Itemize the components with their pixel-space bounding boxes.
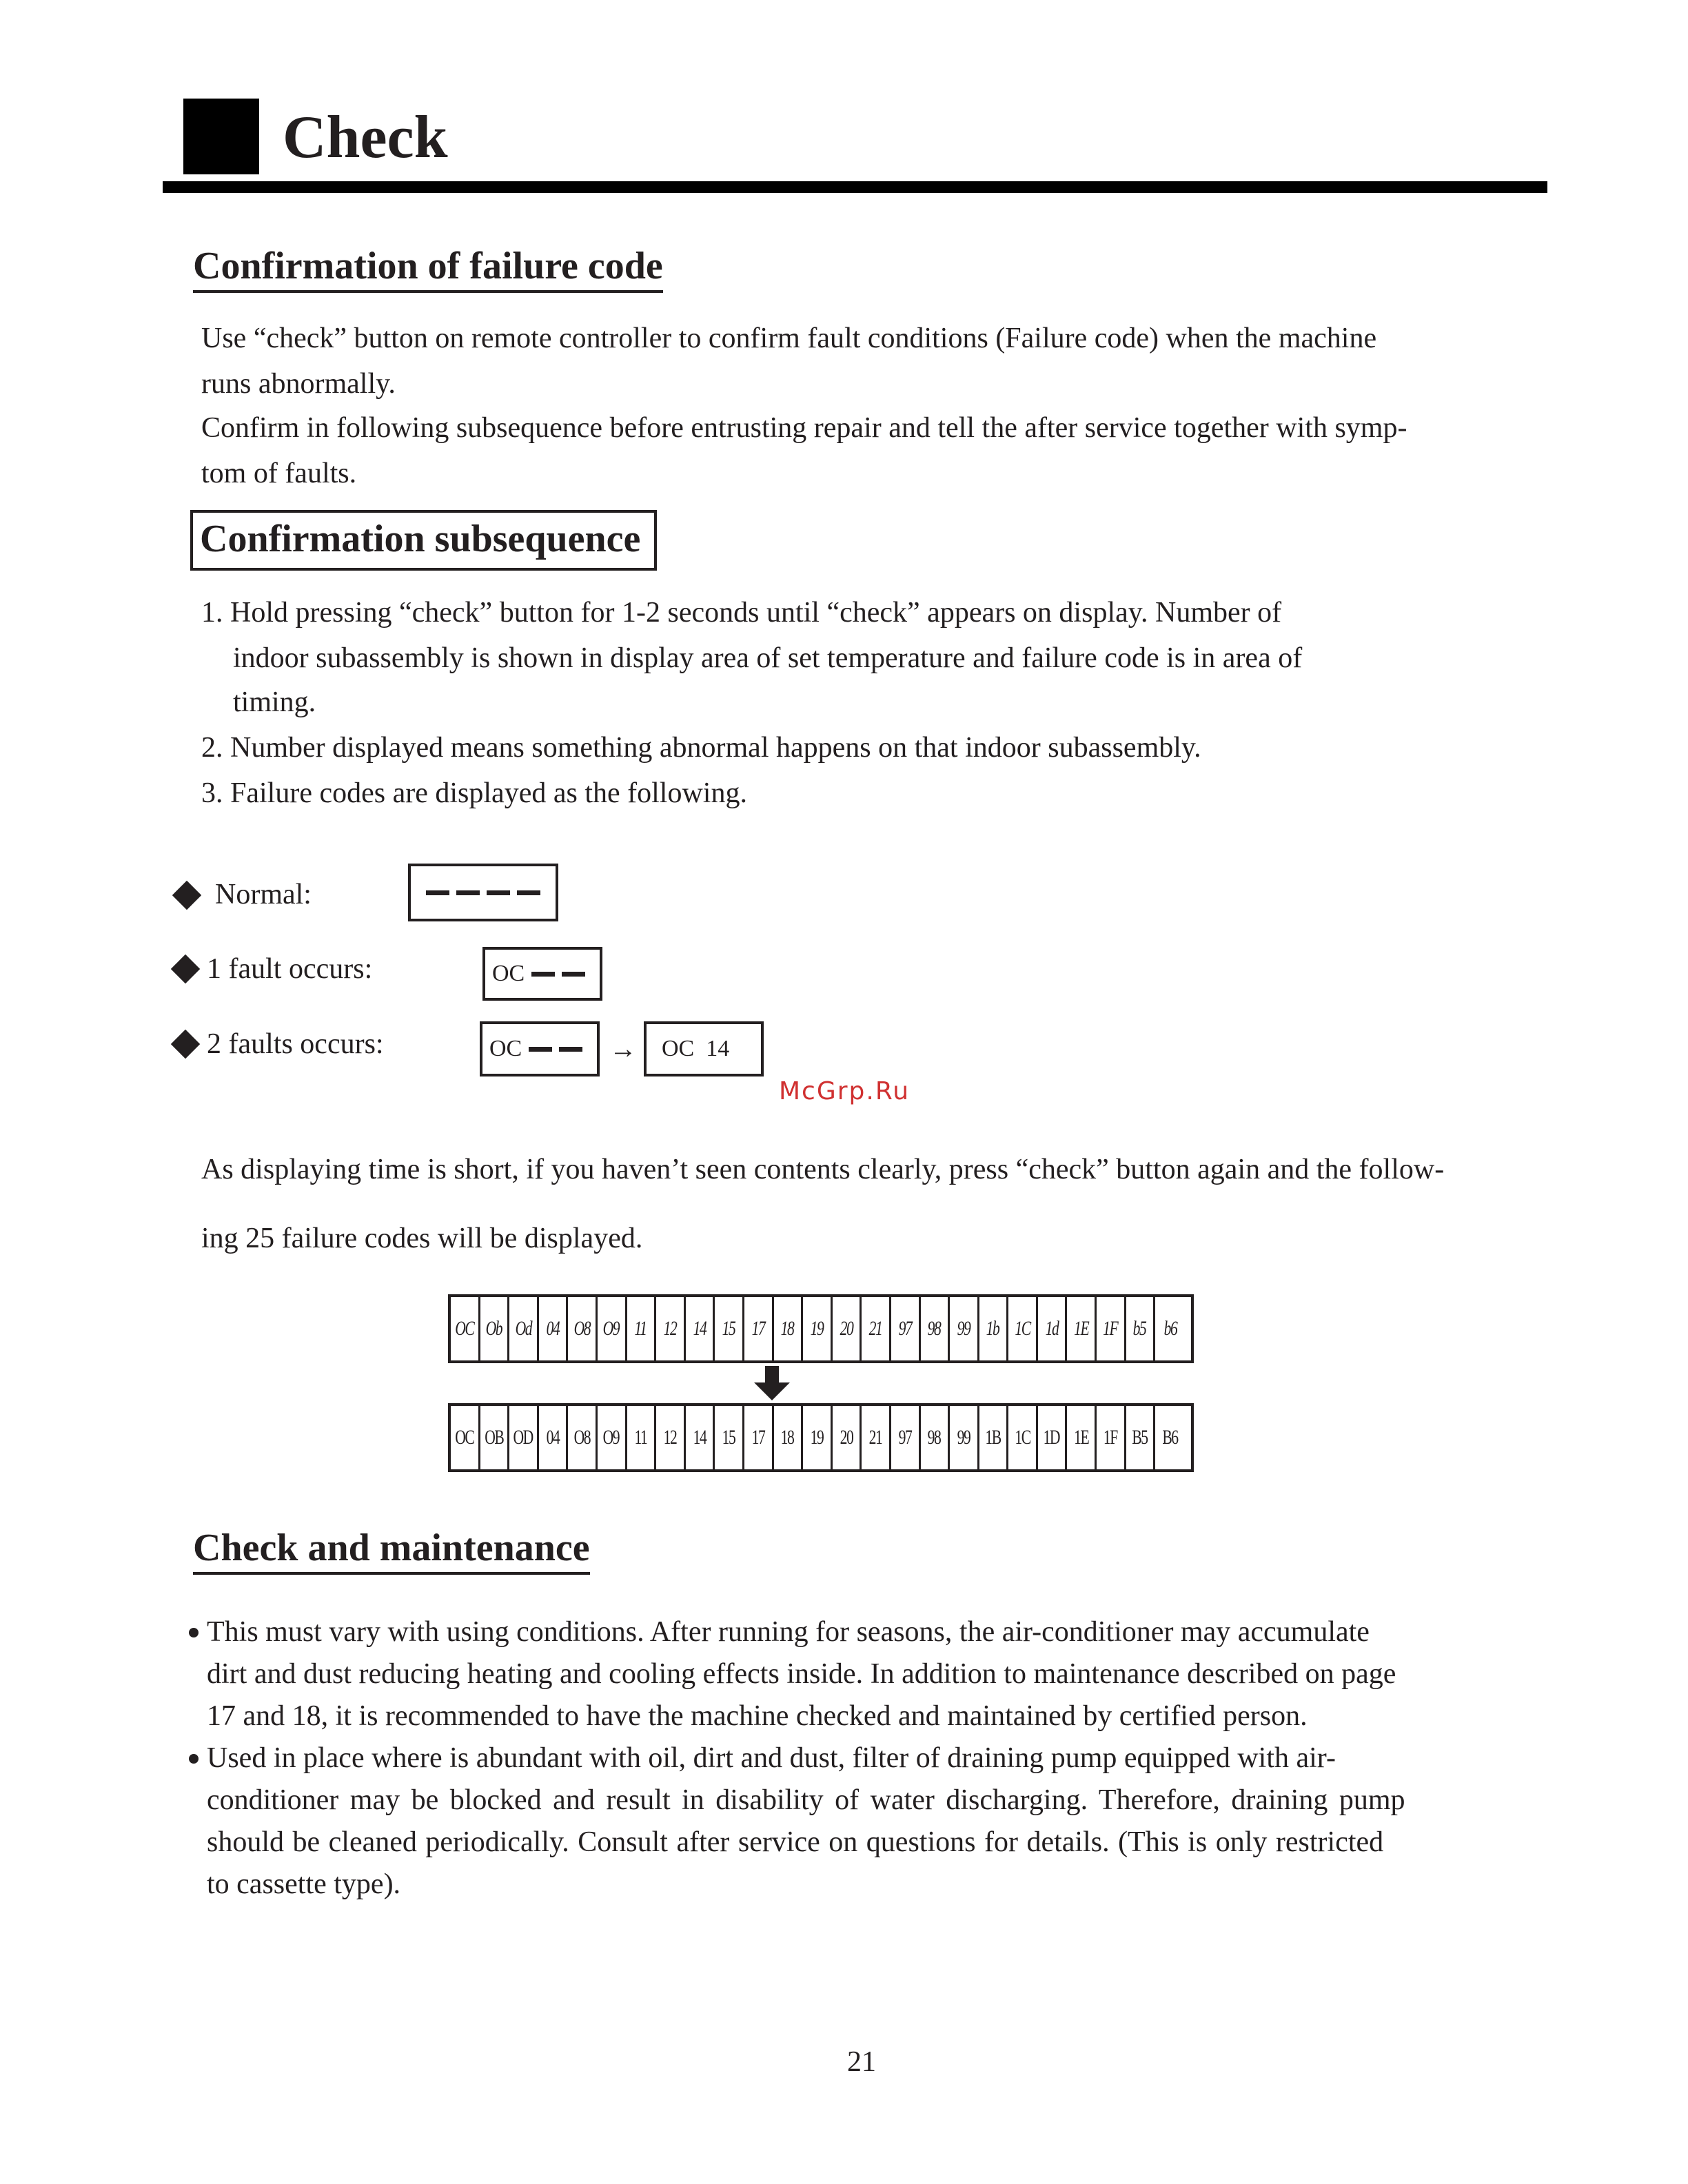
failure-code-text: 1E <box>1073 1317 1088 1340</box>
header-rule <box>163 181 1547 193</box>
failure-code-cell <box>979 1406 1009 1469</box>
failure-code-text: Od <box>515 1317 531 1340</box>
failure-code-text: 21 <box>868 1317 882 1340</box>
failure-code-text: O9 <box>602 1317 620 1340</box>
failure-code-text: 1F <box>1103 1317 1118 1340</box>
failure-code-cell <box>862 1297 891 1360</box>
failure-code-cell <box>509 1406 539 1469</box>
failure-code-text: 97 <box>898 1426 912 1449</box>
bullet-dot-icon <box>189 1754 199 1764</box>
failure-code-cell <box>950 1406 979 1469</box>
failure-code-cell <box>1097 1297 1126 1360</box>
failure-code-text: 18 <box>780 1426 794 1449</box>
step-line: 3. Failure codes are displayed as the following. <box>201 777 747 809</box>
failure-code-cell <box>744 1406 774 1469</box>
dash-icon <box>559 1047 582 1052</box>
failure-code-cell <box>539 1297 569 1360</box>
failure-code-text: 99 <box>957 1317 970 1340</box>
failure-code-text: 1D <box>1043 1426 1060 1449</box>
maintenance-line: conditioner may be blocked and result in disability of water discharging. Therefore, draining pump <box>207 1784 1405 1816</box>
failure-code-cell <box>715 1297 744 1360</box>
intro-line: Confirm in following subsequence before entrusting repair and tell the after service together with symp- <box>201 412 1407 444</box>
two-faults-display-box-first <box>480 1021 600 1076</box>
step-line: indoor subassembly is shown in display area of set temperature and failure code is in area of <box>233 642 1303 674</box>
failure-code-cell <box>1097 1406 1126 1469</box>
diamond-bullet-icon <box>171 1030 200 1059</box>
failure-code-cell <box>568 1297 598 1360</box>
header-block-icon <box>183 99 259 174</box>
dash-icon <box>517 890 540 895</box>
dash-icon <box>426 890 449 895</box>
bullet-dot-icon <box>189 1628 199 1637</box>
maintenance-line: dirt and dust reducing heating and cooling effects inside. In addition to maintenance described on page <box>207 1658 1396 1690</box>
failure-code-text: 20 <box>840 1426 853 1449</box>
failure-code-text: 20 <box>840 1317 853 1340</box>
failure-code-text: OC <box>455 1317 474 1340</box>
failure-code-cell <box>1155 1297 1185 1360</box>
failure-code-text: 17 <box>751 1426 765 1449</box>
failure-code-cell <box>1155 1406 1185 1469</box>
failure-code-text: 04 <box>546 1317 559 1340</box>
page-title: Check <box>283 104 448 171</box>
fault-code: OC <box>489 1036 522 1061</box>
failure-code-text: 98 <box>927 1317 941 1340</box>
failure-code-cell <box>715 1406 744 1469</box>
one-fault-label: 1 fault occurs: <box>207 953 373 985</box>
intro-line: Use “check” button on remote controller to confirm fault conditions (Failure code) when the machine <box>201 323 1377 354</box>
failure-code-text: 12 <box>663 1426 677 1449</box>
failure-code-text: 17 <box>751 1317 765 1340</box>
step-line: 1. Hold pressing “check” button for 1-2 seconds until “check” appears on display. Number of <box>201 597 1282 629</box>
failure-code-cell <box>598 1406 627 1469</box>
diamond-bullet-icon <box>172 881 201 910</box>
failure-code-cell <box>1126 1297 1156 1360</box>
failure-code-cell <box>774 1406 804 1469</box>
normal-label: Normal: <box>215 879 312 910</box>
failure-code-cell <box>627 1406 657 1469</box>
section-heading-confirmation-subsequence: Confirmation subsequence <box>190 510 657 571</box>
two-faults-display-box-second <box>644 1021 764 1076</box>
dash-icon <box>456 890 480 895</box>
maintenance-line: to cassette type). <box>207 1868 401 1900</box>
failure-code-cell <box>1008 1406 1038 1469</box>
maintenance-line: should be cleaned periodically. Consult after service on questions for details. (This is only restricted <box>207 1826 1384 1858</box>
failure-code-text: 99 <box>957 1426 970 1449</box>
failure-code-cell <box>568 1406 598 1469</box>
failure-code-text: B5 <box>1132 1426 1148 1449</box>
dash-icon <box>529 1047 552 1052</box>
dash-icon <box>487 890 510 895</box>
failure-code-text: OD <box>513 1426 533 1449</box>
failure-code-text: O8 <box>573 1426 590 1449</box>
failure-code-text: b5 <box>1133 1317 1146 1340</box>
step-line: 2. Number displayed means something abnormal happens on that indoor subassembly. <box>201 732 1201 764</box>
failure-code-cell <box>950 1297 979 1360</box>
failure-code-cell <box>979 1297 1009 1360</box>
failure-code-cell <box>891 1406 921 1469</box>
failure-code-text: O8 <box>573 1317 590 1340</box>
failure-code-text: OB <box>484 1426 503 1449</box>
failure-code-cell <box>598 1297 627 1360</box>
failure-code-text: 1b <box>986 1317 999 1340</box>
failure-code-cell <box>744 1297 774 1360</box>
failure-code-text: 11 <box>634 1426 647 1449</box>
failure-code-text: Ob <box>485 1317 502 1340</box>
meaning-codes-row <box>448 1403 1194 1472</box>
failure-code-cell <box>921 1297 950 1360</box>
failure-code-cell <box>833 1406 862 1469</box>
failure-code-text: 15 <box>722 1426 735 1449</box>
failure-code-cell <box>686 1297 715 1360</box>
failure-code-text: 18 <box>780 1317 794 1340</box>
display-note-line: As displaying time is short, if you haven’t seen contents clearly, press “check” button again and the follow- <box>201 1154 1445 1185</box>
maintenance-line: 17 and 18, it is recommended to have the machine checked and maintained by certified person. <box>207 1700 1308 1732</box>
down-arrow-icon <box>754 1366 790 1400</box>
failure-code-text: 21 <box>868 1426 882 1449</box>
failure-code-cell <box>1067 1297 1097 1360</box>
failure-code-cell <box>803 1406 833 1469</box>
failure-code-cell <box>656 1406 686 1469</box>
failure-code-cell <box>686 1406 715 1469</box>
intro-line: tom of faults. <box>201 458 357 489</box>
step-line: timing. <box>233 686 316 718</box>
failure-code-cell <box>656 1297 686 1360</box>
failure-code-cell <box>921 1406 950 1469</box>
arrow-right-icon: → <box>609 1033 637 1064</box>
failure-code-cell <box>1067 1406 1097 1469</box>
failure-code-text: 04 <box>546 1426 559 1449</box>
display-note-line: ing 25 failure codes will be displayed. <box>201 1223 643 1254</box>
fault-code: OC 14 <box>662 1036 730 1061</box>
failure-code-text: 1B <box>985 1426 1001 1449</box>
section-heading-check-and-maintenance: Check and maintenance <box>193 1523 590 1573</box>
failure-code-cell <box>451 1297 480 1360</box>
maintenance-line: Used in place where is abundant with oil, dirt and dust, filter of draining pump equipped with air- <box>207 1742 1336 1774</box>
page-number: 21 <box>847 2046 876 2078</box>
intro-line: runs abnormally. <box>201 368 396 400</box>
failure-code-text: 1C <box>1014 1317 1030 1340</box>
dash-icon <box>562 972 585 977</box>
failure-code-text: 1d <box>1045 1317 1059 1340</box>
failure-code-text: B6 <box>1162 1426 1178 1449</box>
failure-code-text: 14 <box>693 1317 706 1340</box>
failure-code-cell <box>480 1406 510 1469</box>
failure-code-cell <box>833 1297 862 1360</box>
failure-code-text: 15 <box>722 1317 735 1340</box>
failure-code-cell <box>1126 1406 1156 1469</box>
displayed-codes-row <box>448 1294 1194 1363</box>
failure-code-text: 1C <box>1014 1426 1030 1449</box>
failure-code-text: 1F <box>1103 1426 1117 1449</box>
failure-code-text: 1E <box>1073 1426 1088 1449</box>
failure-code-text: 97 <box>898 1317 912 1340</box>
failure-code-cell <box>451 1406 480 1469</box>
failure-code-text: 11 <box>634 1317 647 1340</box>
failure-code-text: 19 <box>810 1317 824 1340</box>
section-heading-confirmation-of-failure-code: Confirmation of failure code <box>193 241 663 291</box>
failure-code-cell <box>803 1297 833 1360</box>
failure-code-text: O9 <box>602 1426 620 1449</box>
failure-code-cell <box>862 1406 891 1469</box>
dash-icon <box>531 972 555 977</box>
failure-code-text: 98 <box>927 1426 941 1449</box>
one-fault-display-box <box>482 947 602 1001</box>
diamond-bullet-icon <box>171 955 200 983</box>
watermark: McGrp.Ru <box>779 1077 911 1105</box>
failure-code-cell <box>1038 1297 1068 1360</box>
failure-code-text: 12 <box>663 1317 677 1340</box>
failure-code-cell <box>1038 1406 1068 1469</box>
failure-code-cell <box>480 1297 510 1360</box>
maintenance-line: This must vary with using conditions. After running for seasons, the air-conditioner may accumulate <box>207 1616 1370 1648</box>
fault-code: OC <box>492 961 525 986</box>
failure-code-cell <box>891 1297 921 1360</box>
failure-code-text: 19 <box>810 1426 824 1449</box>
failure-code-cell <box>627 1297 657 1360</box>
failure-code-text: b6 <box>1163 1317 1177 1340</box>
normal-display-box <box>408 864 558 921</box>
failure-code-cell <box>539 1406 569 1469</box>
failure-code-cell <box>774 1297 804 1360</box>
failure-code-cell <box>1008 1297 1038 1360</box>
two-faults-label: 2 faults occurs: <box>207 1028 384 1060</box>
failure-code-cell <box>509 1297 539 1360</box>
failure-code-text: 14 <box>693 1426 706 1449</box>
failure-code-text: OC <box>455 1426 474 1449</box>
